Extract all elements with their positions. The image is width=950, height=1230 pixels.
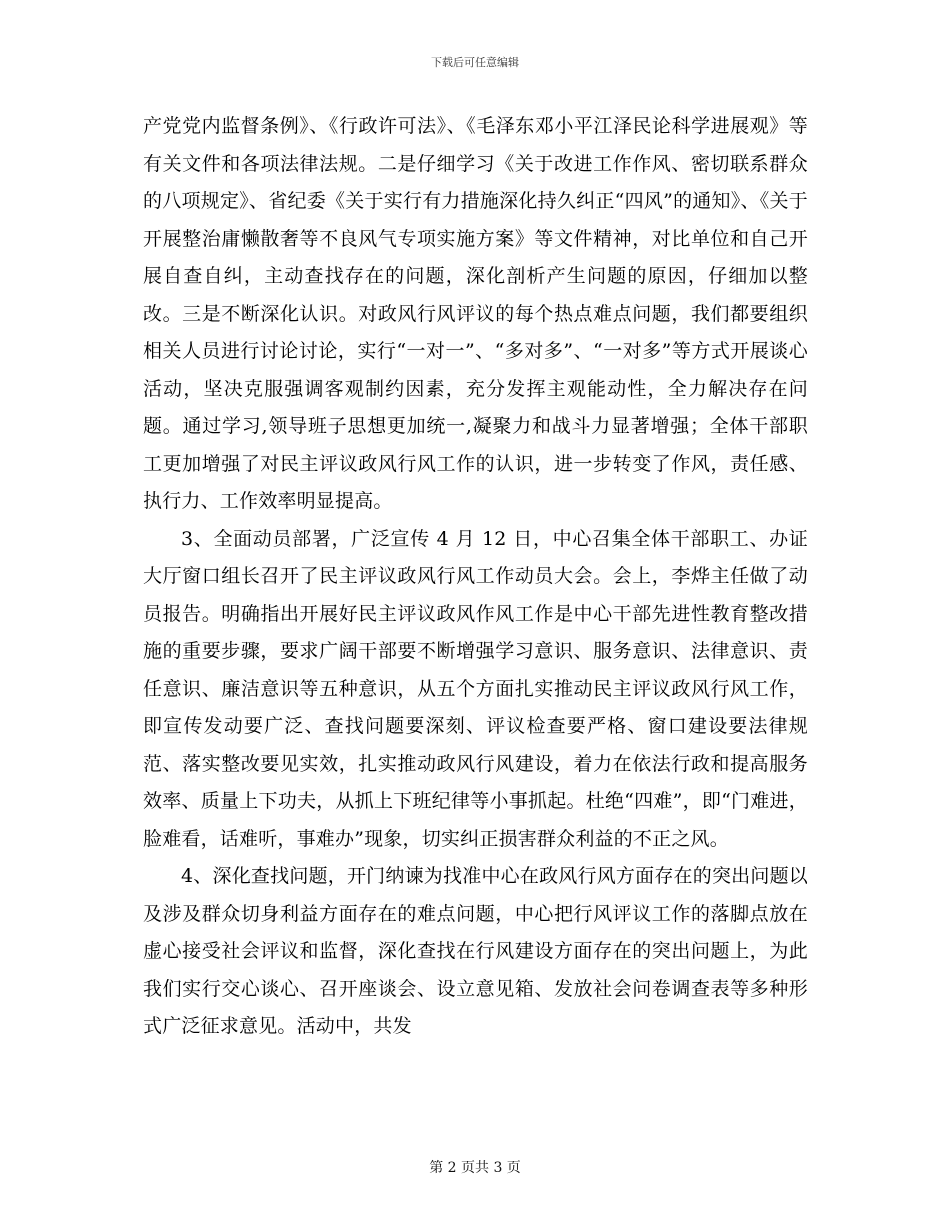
paragraph-3: 4、深化查找问题，开门纳谏为找准中心在政风行风方面存在的突出问题以及涉及群众切身利益方面存在的难点问题，中心把行风评议工作的落脚点放在虚心接受社会评议和监督，深化查找在行风建设方面存在的突出问题上，为此我们实行交心谈心、召开座谈会、设立意见箱、发放社会问卷调查表等多种形式广泛征求意见。活动中，共发 bbox=[143, 865, 808, 1037]
document-body bbox=[143, 108, 808, 1046]
paragraph-1: 产党党内监督条例》、《行政许可法》、《毛泽东邓小平江泽民论科学进展观》等有关文件和各项法律法规。二是仔细学习《关于改进工作作风、密切联系群众的八项规定》、省纪委《关于实行有力措施深化持久纠正“四风”的通知》、《关于开展整治庸懒散奢等不良风气专项实施方案》等文件精神，对比单位和自己开展自查自纠，主动查找存在的问题，深化剖析产生问题的原因，仔细加以整改。三是不断深化认识。对政风行风评议的每个热点难点问题，我们都要组织相关人员进行讨论讨论，实行“一对一”、“多对多”、“一对多”等方式开展谈心活动，坚决克服强调客观制约因素，充分发挥主观能动性，全力解决存在问题。通过学习,领导班子思想更加统一,凝聚力和战斗力显著增强；全体干部职工更加增强了对民主评议政风行风工作的认识，进一步转变了作风，责任感、执行力、工作效率明显提高。 bbox=[143, 115, 808, 512]
page-header-note: 下载后可任意编辑 bbox=[431, 56, 519, 69]
page-number-footer: 第 2 页共 3 页 bbox=[429, 1160, 521, 1176]
paragraph-2: 3、全面动员部署，广泛宣传 4 月 12 日，中心召集全体干部职工、办证大厅窗口组长召开了民主评议政风行风工作动员大会。会上，李烨主任做了动员报告。明确指出开展好民主评议政风作风工作是中心干部先进性教育整改措施的重要步骤，要求广阔干部要不断增强学习意识、服务意识、法律意识、责任意识、廉洁意识等五种意识，从五个方面扎实推动民主评议政风行风工作，即宣传发动要广泛、查找问题要深刻、评议检查要严格、窗口建设要法律规范、落实整改要见实效，扎实推动政风行风建设，着力在依法行政和提高服务效率、质量上下功夫，从抓上下班纪律等小事抓起。杜绝“四难”，即“门难进，脸难看，话难听，事难办”现象，切实纠正损害群众利益的不正之风。 bbox=[143, 527, 808, 850]
